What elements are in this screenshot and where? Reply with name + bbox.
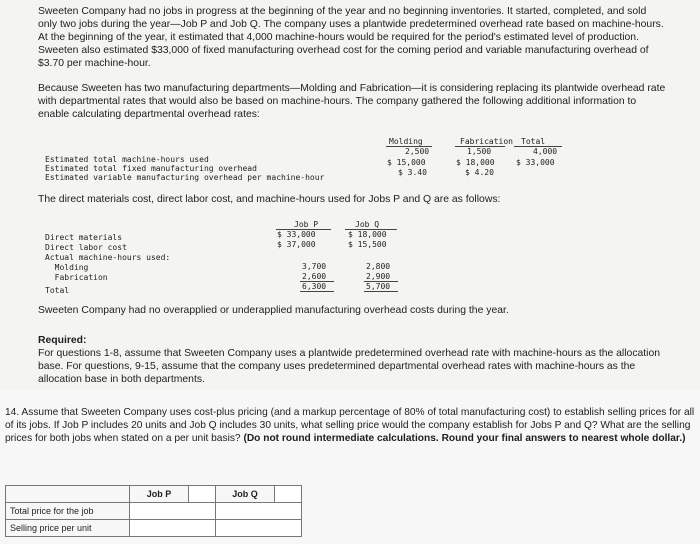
job-row-4-label: Molding [45, 263, 89, 272]
unit-price-job-q-input[interactable] [216, 520, 302, 537]
dept-row-2-total: $ 33,000 [516, 158, 555, 167]
dept-header-total: Total [521, 137, 546, 146]
job-row-5-p: 2,600 [302, 272, 327, 281]
required-text: For questions 1-8, assume that Sweeten Company uses a plantwide predetermined overhead rate with machine-hours as the allocation base. For questions, 9-15, assume that the company uses predetermined departmental overhead rates with machine-hours as the allocation base in both departments. [38, 348, 661, 385]
dept-row-3-fabrication: $ 4.20 [465, 168, 494, 177]
job-row-5-q: 2,900 [366, 272, 391, 281]
job-row-1-label: Direct materials [45, 233, 123, 242]
dept-row-3-label: Estimated variable manufacturing overhead per machine-hour [45, 173, 325, 182]
job-row-6-p: 6,300 [302, 282, 327, 291]
answer-spacer [189, 486, 216, 503]
overhead-note: Sweeten Company had no overapplied or underapplied manufacturing overhead costs during the year. [38, 305, 509, 316]
job-row-6-q: 5,700 [366, 282, 391, 291]
unit-price-job-p-input[interactable] [130, 520, 216, 537]
dept-header-molding: Molding [389, 137, 423, 146]
dept-row-2-fabrication: $ 18,000 [456, 158, 495, 167]
required-title: Required: [38, 335, 87, 346]
job-row-6-label: Total [45, 286, 70, 295]
job-row-4-q: 2,800 [366, 262, 391, 271]
answer-header-job-q: Job Q [216, 486, 275, 503]
job-row-4-p: 3,700 [302, 262, 327, 271]
answer-row-2-label: Selling price per unit [6, 520, 130, 537]
dept-row-1-fabrication: 1,500 [467, 147, 492, 156]
total-price-job-q-input[interactable] [216, 503, 302, 520]
job-row-1-q: $ 18,000 [348, 230, 387, 239]
question-rounding-note-2: Round your final answers to nearest whole dollar.) [441, 433, 686, 444]
dept-row-2-label: Estimated total fixed manufacturing overhead [45, 164, 257, 173]
question-rounding-note: (Do not round intermediate calculations. [243, 433, 439, 444]
job-row-5-label: Fabrication [45, 273, 108, 282]
question-body: 14. Assume that Sweeten Company uses cost-plus pricing (and a markup percentage of 80% of total manufacturing cost) to establish selling prices for all of its jobs. If Job P includes 20 units and Job Q includes 30 units, what selling price would the company establish for Jobs P and Q? What are the selling prices for both jobs when stated on a per unit basis? [5, 407, 695, 444]
question-text [5, 406, 695, 445]
answer-header-blank [6, 486, 130, 503]
answer-table [5, 485, 302, 537]
job-row-2-q: $ 15,500 [348, 240, 387, 249]
dept-row-1-total: 4,000 [533, 147, 558, 156]
answer-spacer-2 [275, 486, 302, 503]
job-intro-text: The direct materials cost, direct labor cost, and machine-hours used for Jobs P and Q are as follows: [38, 194, 501, 205]
job-header-q: Job Q [355, 220, 380, 229]
job-row-2-label: Direct labor cost [45, 243, 127, 252]
job-row-2-p: $ 37,000 [277, 240, 316, 249]
dept-row-3-molding: $ 3.40 [398, 168, 427, 177]
dept-header-fabrication: Fabrication [460, 137, 513, 146]
total-price-job-p-input[interactable] [130, 503, 216, 520]
dept-row-2-molding: $ 15,000 [387, 158, 426, 167]
job-row-3-label: Actual machine-hours used: [45, 253, 171, 262]
answer-header-job-p: Job P [130, 486, 189, 503]
job-header-p: Job P [294, 220, 319, 229]
answer-row-1-label: Total price for the job [6, 503, 130, 520]
dept-row-1-label: Estimated total machine-hours used [45, 155, 209, 164]
intro-paragraph-1: Sweeten Company had no jobs in progress at the beginning of the year and no beginning inventories. It started, completed, and sold only two jobs during the year—Job P and Job Q. The company uses a plantwide predetermined overhead rate based on machine-hours. At the beginning of the year, it estimated that 4,000 machine-hours would be required for the period's estimated level of production. Sweeten also estimated $33,000 of fixed manufacturing overhead cost for the coming period and variable manufacturing overhead of $3.70 per machine-hour. [38, 6, 664, 69]
job-row-1-p: $ 33,000 [277, 230, 316, 239]
dept-row-1-molding: 2,500 [405, 147, 430, 156]
intro-paragraph-2: Because Sweeten has two manufacturing departments—Molding and Fabrication—it is considering replacing its plantwide overhead rate with departmental rates that would also be based on machine-hours. The company gathered the following additional information to enable calculating departmental overhead rates: [38, 83, 666, 120]
